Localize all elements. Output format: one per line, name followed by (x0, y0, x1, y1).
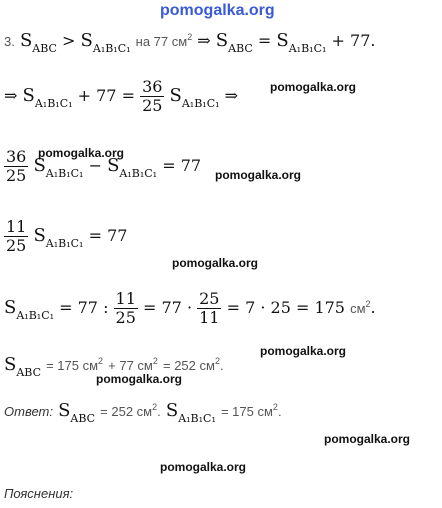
s-symbol: S (215, 30, 229, 51)
sub-abc: ABC (32, 42, 57, 55)
fraction-11-25 (4, 218, 28, 255)
dot: . (219, 358, 224, 373)
s-symbol: S (58, 400, 71, 421)
eq-175-cm: = 175 см (46, 358, 99, 373)
sub-a1b1c1: A₁B₁C₁ (178, 412, 216, 425)
line-5 (4, 290, 376, 327)
sub-a1b1c1: A₁B₁C₁ (119, 167, 158, 180)
minus-sign: − (88, 156, 102, 175)
numerator: 11 (6, 217, 27, 236)
eq-175-cm: = 175 см (220, 404, 273, 419)
dot: . (370, 298, 376, 317)
eq-77-div: = 77 : (59, 298, 109, 317)
fraction-36-25 (140, 78, 164, 115)
explanations-heading: Пояснения: (4, 486, 74, 501)
square-sup: 2 (187, 32, 193, 42)
sub-abc: ABC (70, 412, 96, 425)
s-symbol: S (4, 297, 17, 318)
square-sup: 2 (152, 402, 158, 412)
sub-a1b1c1: A₁B₁C₁ (92, 42, 131, 55)
implies-arrow: ⇒ (224, 86, 239, 105)
watermark: pomogalka.org (160, 460, 247, 474)
gt-sign: > (62, 31, 76, 50)
sub-a1b1c1: A₁B₁C₁ (16, 309, 55, 322)
square-sup: 2 (365, 299, 371, 309)
s-symbol: S (33, 155, 46, 176)
implies-arrow: ⇒ (4, 86, 18, 105)
dot: . (277, 404, 282, 419)
s-symbol: S (169, 85, 182, 106)
answer-line (4, 400, 282, 425)
problem-number: 3. (4, 34, 15, 49)
fraction-25-11 (197, 290, 221, 327)
s-symbol: S (165, 400, 179, 421)
s-symbol: S (276, 30, 289, 51)
watermark: pomogalka.org (260, 344, 347, 358)
eq-77: = 77 (88, 226, 128, 245)
unit-cm: см (350, 301, 366, 316)
watermark-top: pomogalka.org (160, 2, 275, 19)
sub-abc: ABC (16, 366, 41, 379)
dot: . (157, 404, 161, 419)
denominator: 25 (142, 96, 163, 115)
denominator: 25 (115, 308, 136, 327)
answer-label: Ответ: (4, 404, 53, 419)
numerator: 11 (115, 289, 136, 308)
sub-a1b1c1: A₁B₁C₁ (45, 237, 84, 250)
watermark: pomogalka.org (96, 372, 183, 386)
s-symbol: S (22, 85, 35, 106)
plus-77-cm: + 77 см (108, 358, 153, 373)
sub-a1b1c1: A₁B₁C₁ (181, 97, 220, 110)
s-symbol: S (4, 354, 17, 375)
sub-a1b1c1: A₁B₁C₁ (288, 42, 327, 55)
denominator: 25 (6, 166, 27, 185)
plus-77: + 77. (331, 31, 376, 50)
sub-a1b1c1: A₁B₁C₁ (34, 97, 73, 110)
sub-a1b1c1: A₁B₁C₁ (45, 167, 84, 180)
eq-252-cm: = 252 см (162, 358, 215, 373)
fraction-11-25 (114, 290, 138, 327)
square-sup: 2 (152, 356, 158, 366)
s-symbol: S (19, 30, 33, 51)
line-2 (4, 78, 238, 115)
numerator: 36 (142, 77, 163, 96)
watermark: pomogalka.org (172, 256, 259, 270)
line-4 (4, 218, 127, 255)
denominator: 11 (199, 308, 220, 327)
numerator: 25 (199, 289, 220, 308)
denominator: 25 (6, 236, 27, 255)
plus-77-eq: + 77 = (77, 86, 135, 105)
s-symbol: S (80, 30, 93, 51)
square-sup: 2 (272, 402, 278, 412)
eq-77: = 77 (162, 156, 202, 175)
watermark: pomogalka.org (270, 80, 357, 94)
watermark: pomogalka.org (38, 146, 125, 160)
square-sup: 2 (214, 356, 220, 366)
eq-77-mult: = 77 · (143, 298, 193, 317)
na-77-text: на 77 см (135, 34, 188, 49)
result-175: = 7 · 25 = 175 (226, 298, 345, 317)
s-symbol: S (107, 155, 120, 176)
fraction-36-25 (4, 148, 28, 185)
watermark: pomogalka.org (215, 168, 302, 182)
watermark: pomogalka.org (324, 432, 411, 446)
square-sup: 2 (98, 356, 104, 366)
sub-abc: ABC (228, 42, 253, 55)
s-symbol: S (33, 225, 46, 246)
eq-252-cm: = 252 см (100, 404, 153, 419)
line-1: 3. $S_{ABC} > S_{A_1B_1C_1}$ на 77 $см^2$ ⇒ $S_{ABC} = S_{A_1B_1C_1} + 77$. (4, 30, 376, 55)
implies-arrow: ⇒ (197, 31, 211, 50)
numerator: 36 (6, 147, 27, 166)
